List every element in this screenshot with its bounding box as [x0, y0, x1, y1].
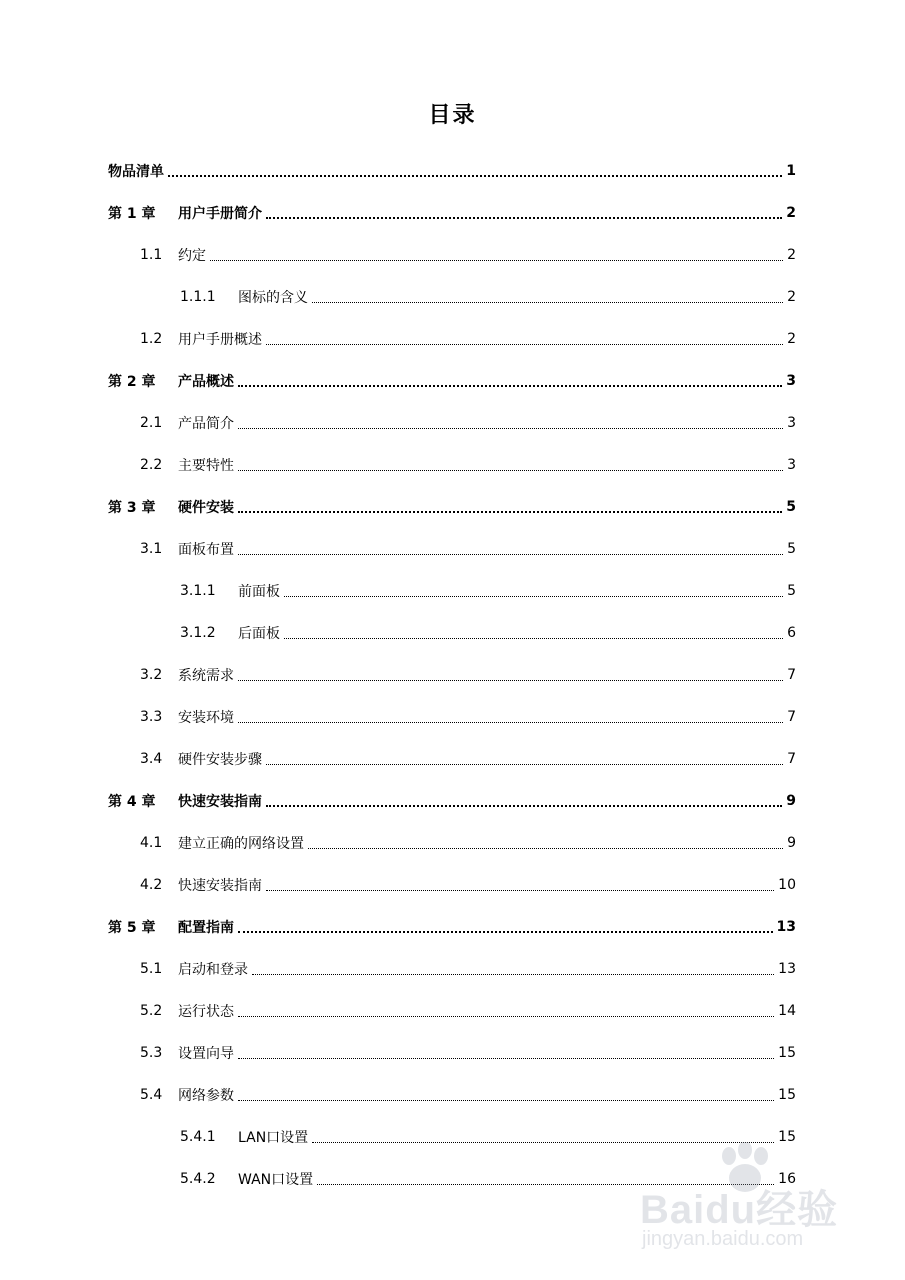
toc-entry[interactable] — [108, 570, 796, 612]
toc-entry-number: 第 1 章 — [108, 206, 156, 222]
toc-entry-page: 2 — [787, 289, 796, 305]
toc-entry-number: 3.1.2 — [180, 625, 216, 641]
toc-entry-page: 2 — [787, 247, 796, 263]
toc-entry-page: 13 — [776, 919, 796, 935]
toc-entry[interactable] — [108, 696, 796, 738]
toc-dot-leader — [238, 554, 783, 555]
toc-entry-page: 5 — [787, 541, 796, 557]
toc-dot-leader — [284, 596, 783, 597]
toc-entry-number: 3.1.1 — [180, 583, 216, 599]
toc-dot-leader — [266, 764, 783, 765]
baidu-watermark — [640, 1140, 860, 1260]
toc-entry-page: 1 — [786, 163, 796, 179]
toc-entry-page: 15 — [778, 1045, 796, 1061]
toc-entry-label: 启动和登录 — [178, 962, 248, 978]
table-of-contents — [108, 150, 796, 1200]
toc-entry-page: 3 — [787, 415, 796, 431]
toc-entry-label: 前面板 — [238, 584, 280, 600]
toc-entry-number: 3.4 — [140, 751, 163, 767]
toc-entry-label: 后面板 — [238, 626, 280, 642]
toc-entry-label: 图标的含义 — [238, 290, 308, 306]
toc-entry-label: 安装环境 — [178, 710, 234, 726]
toc-entry-number: 1.1.1 — [180, 289, 216, 305]
toc-dot-leader — [238, 385, 782, 387]
toc-entry[interactable] — [108, 234, 796, 276]
toc-dot-leader — [238, 931, 773, 933]
toc-entry-page: 7 — [787, 667, 796, 683]
toc-entry-number: 第 3 章 — [108, 500, 156, 516]
toc-entry[interactable] — [108, 150, 796, 192]
toc-entry-page: 15 — [778, 1087, 796, 1103]
toc-entry[interactable] — [108, 612, 796, 654]
toc-dot-leader — [266, 890, 774, 891]
toc-entry-label: 用户手册概述 — [178, 332, 262, 348]
toc-dot-leader — [168, 175, 782, 177]
toc-entry-number: 2.2 — [140, 457, 163, 473]
watermark-brand: Baidu经验 — [640, 1188, 839, 1232]
toc-entry[interactable] — [108, 1074, 796, 1116]
toc-entry-number: 3.2 — [140, 667, 163, 683]
toc-entry-number: 5.3 — [140, 1045, 163, 1061]
toc-entry-label: 物品清单 — [108, 164, 164, 180]
toc-entry[interactable] — [108, 990, 796, 1032]
toc-entry[interactable] — [108, 528, 796, 570]
toc-entry[interactable] — [108, 948, 796, 990]
toc-entry-page: 9 — [786, 793, 796, 809]
toc-dot-leader — [284, 638, 783, 639]
toc-entry[interactable] — [108, 360, 796, 402]
toc-entry-page: 2 — [786, 205, 796, 221]
toc-entry-label: 网络参数 — [178, 1088, 234, 1104]
toc-entry[interactable] — [108, 738, 796, 780]
toc-entry-number: 5.4.2 — [180, 1171, 216, 1187]
toc-entry-number: 3.3 — [140, 709, 163, 725]
toc-entry-label: 用户手册简介 — [178, 206, 262, 222]
toc-entry-page: 5 — [786, 499, 796, 515]
toc-entry-page: 13 — [778, 961, 796, 977]
toc-dot-leader — [238, 470, 783, 471]
watermark-url: jingyan.baidu.com — [642, 1228, 804, 1250]
toc-entry-label: 产品概述 — [178, 374, 234, 390]
toc-entry-page: 7 — [787, 751, 796, 767]
toc-entry-label: 快速安装指南 — [178, 794, 262, 810]
toc-entry-label: 主要特性 — [178, 458, 234, 474]
toc-entry[interactable] — [108, 780, 796, 822]
toc-dot-leader — [210, 260, 783, 261]
toc-entry[interactable] — [108, 318, 796, 360]
toc-entry-number: 4.1 — [140, 835, 163, 851]
toc-entry[interactable] — [108, 486, 796, 528]
toc-entry[interactable] — [108, 1032, 796, 1074]
toc-dot-leader — [238, 428, 783, 429]
toc-entry-number: 3.1 — [140, 541, 163, 557]
toc-entry-page: 10 — [778, 877, 796, 893]
toc-dot-leader — [238, 1058, 774, 1059]
toc-entry-page: 16 — [778, 1171, 796, 1187]
toc-entry-label: 面板布置 — [178, 542, 234, 558]
toc-entry-label: LAN口设置 — [238, 1130, 309, 1146]
toc-dot-leader — [266, 344, 783, 345]
toc-entry-page: 2 — [787, 331, 796, 347]
toc-entry[interactable] — [108, 192, 796, 234]
toc-entry-label: 硬件安装 — [178, 500, 234, 516]
toc-entry-number: 第 5 章 — [108, 920, 156, 936]
toc-entry-number: 2.1 — [140, 415, 163, 431]
toc-entry-number: 1.2 — [140, 331, 163, 347]
page-title: 目录 — [428, 103, 477, 128]
toc-entry[interactable] — [108, 822, 796, 864]
toc-dot-leader — [252, 974, 774, 975]
toc-dot-leader — [238, 1016, 774, 1017]
toc-entry[interactable] — [108, 654, 796, 696]
toc-entry-page: 15 — [778, 1129, 796, 1145]
toc-dot-leader — [238, 722, 783, 723]
toc-entry-label: 硬件安装步骤 — [178, 752, 262, 768]
toc-dot-leader — [312, 302, 783, 303]
toc-dot-leader — [238, 680, 783, 681]
toc-entry-label: 产品简介 — [178, 416, 234, 432]
toc-entry-number: 5.1 — [140, 961, 163, 977]
toc-entry-number: 5.4 — [140, 1087, 163, 1103]
toc-entry-label: 设置向导 — [178, 1046, 234, 1062]
toc-entry-number: 第 2 章 — [108, 374, 156, 390]
toc-entry-page: 6 — [787, 625, 796, 641]
toc-entry[interactable] — [108, 906, 796, 948]
toc-entry[interactable] — [108, 444, 796, 486]
toc-entry-label: 系统需求 — [178, 668, 234, 684]
toc-entry-label: 配置指南 — [178, 920, 234, 936]
toc-entry-number: 1.1 — [140, 247, 163, 263]
toc-entry-page: 3 — [786, 373, 796, 389]
toc-dot-leader — [308, 848, 783, 849]
toc-dot-leader — [238, 1100, 774, 1101]
toc-entry-page: 7 — [787, 709, 796, 725]
toc-entry-number: 第 4 章 — [108, 794, 156, 810]
toc-entry-label: WAN口设置 — [238, 1172, 314, 1188]
toc-entry-number: 5.4.1 — [180, 1129, 216, 1145]
toc-dot-leader — [238, 511, 782, 513]
toc-entry[interactable] — [108, 276, 796, 318]
toc-dot-leader — [266, 217, 782, 219]
toc-entry-label: 运行状态 — [178, 1004, 234, 1020]
toc-entry-page: 9 — [787, 835, 796, 851]
toc-entry-number: 4.2 — [140, 877, 163, 893]
toc-entry-label: 快速安装指南 — [178, 878, 262, 894]
toc-entry-page: 14 — [778, 1003, 796, 1019]
toc-entry-page: 3 — [787, 457, 796, 473]
toc-entry[interactable] — [108, 402, 796, 444]
toc-entry-label: 约定 — [178, 248, 206, 264]
toc-entry-label: 建立正确的网络设置 — [178, 836, 304, 852]
toc-entry-number: 5.2 — [140, 1003, 163, 1019]
toc-entry-page: 5 — [787, 583, 796, 599]
toc-entry[interactable] — [108, 864, 796, 906]
toc-dot-leader — [266, 805, 782, 807]
